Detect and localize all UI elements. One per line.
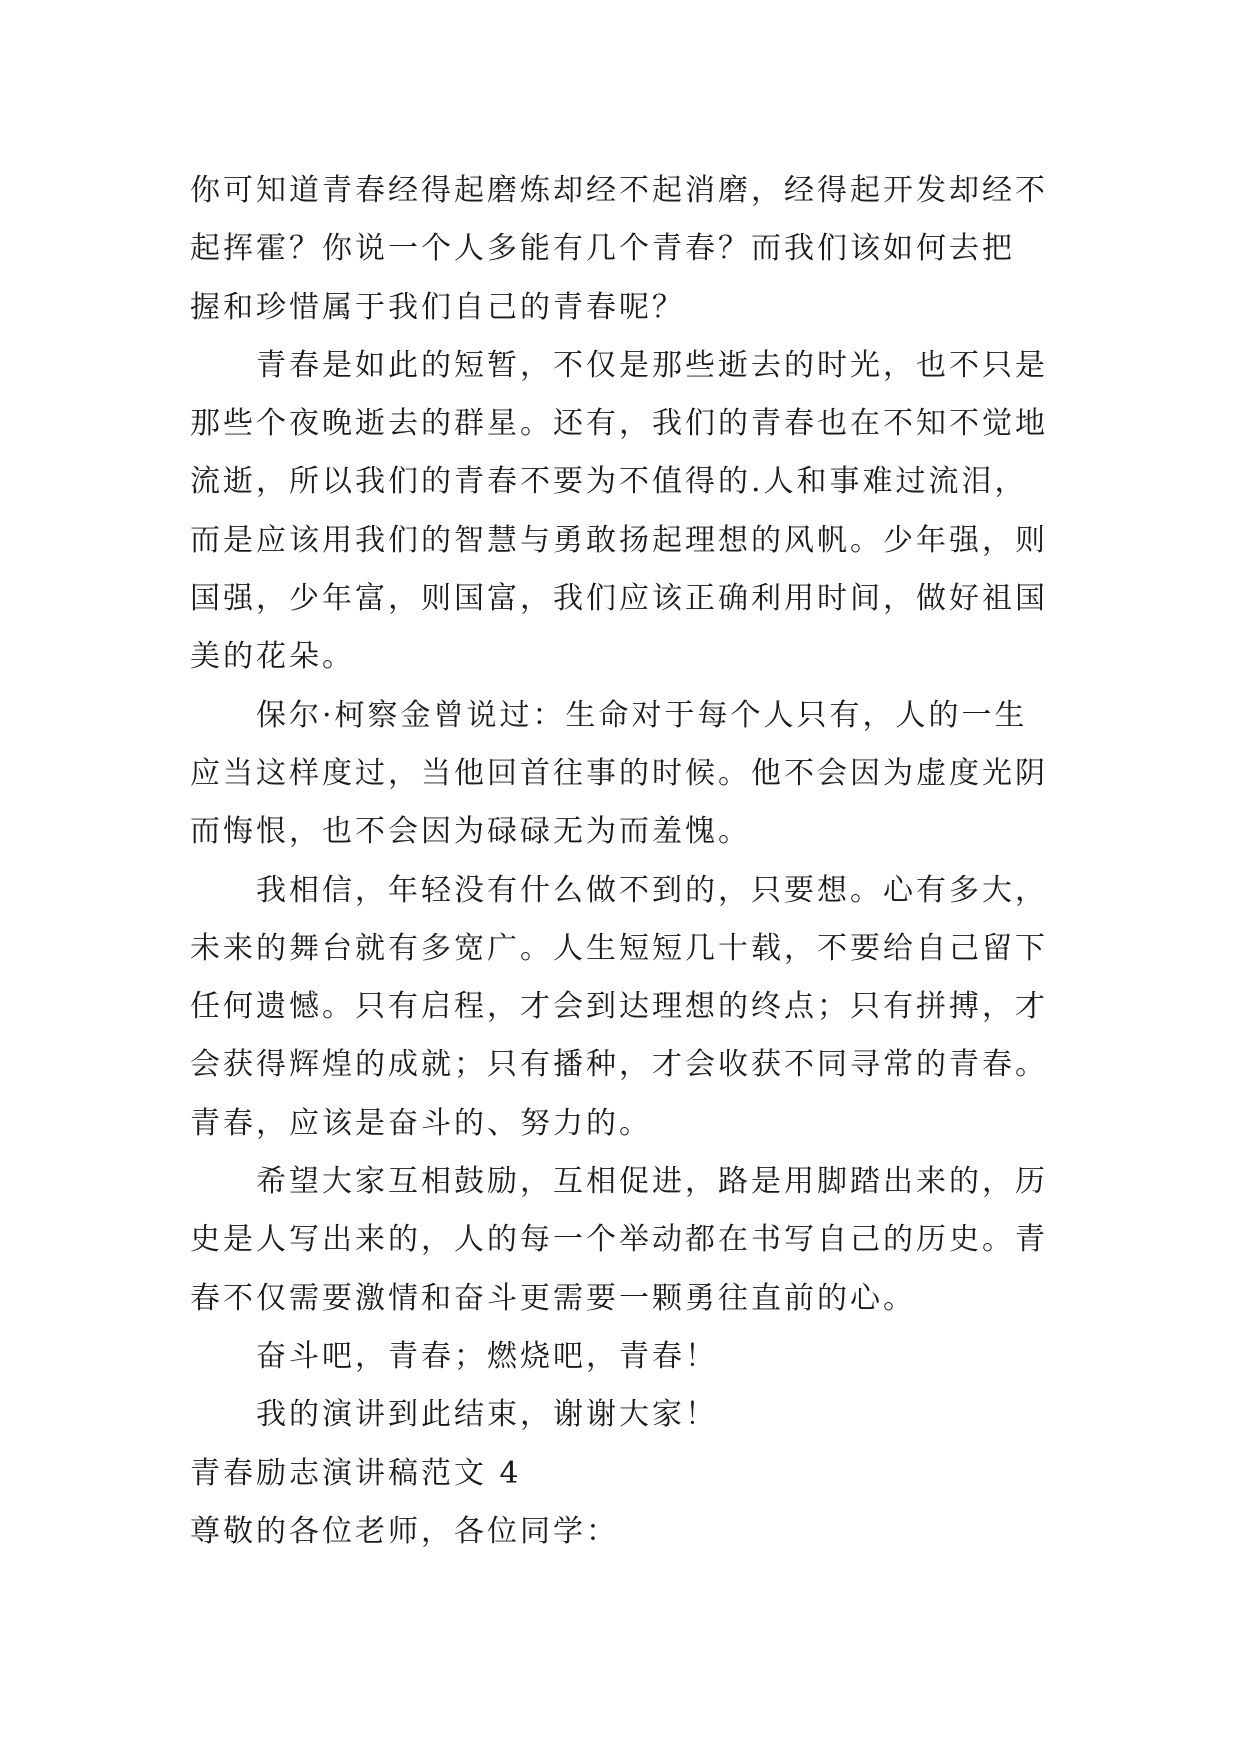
text-line: 我相信，年轻没有什么做不到的，只要想。心有多大， [256,872,1048,908]
text-line: 应当这样度过，当他回首往事的时候。他不会因为虚度光阴 [190,755,1048,791]
document-body [190,162,1070,1561]
text-line: 握和珍惜属于我们自己的青春呢？ [190,289,685,325]
text-line: 春不仅需要激情和奋斗更需要一颗勇往直前的心。 [190,1280,916,1316]
text-line: 而悔恨，也不会因为碌碌无为而羞愧。 [190,814,751,850]
text-line: 任何遗憾。只有启程，才会到达理想的终点；只有拼搏，才 [190,989,1048,1025]
text-line: 奋斗吧，青春；燃烧吧，青春！ [256,1338,718,1374]
text-line: 未来的舞台就有多宽广。人生短短几十载，不要给自己留下 [190,930,1048,966]
text-line: 起挥霍？你说一个人多能有几个青春？而我们该如何去把 [190,231,1015,267]
text-line: 美的花朵。 [190,639,355,675]
text-line: 你可知道青春经得起磨炼却经不起消磨，经得起开发却经不 [190,173,1048,208]
paragraph [190,687,1070,862]
text-line: 青春是如此的短暂，不仅是那些逝去的时光，也不只是 [256,347,1048,383]
paragraph [190,862,1070,1153]
text-line: 青春励志演讲稿范文 4 [190,1455,522,1491]
text-line: 希望大家互相鼓励，互相促进，路是用脚踏出来的，历 [256,1164,1048,1200]
text-line: 青春，应该是奋斗的、努力的。 [190,1105,652,1141]
text-line: 我的演讲到此结束，谢谢大家！ [256,1397,718,1433]
text-line: 会获得辉煌的成就；只有播种，才会收获不同寻常的青春。 [190,1047,1048,1083]
paragraph [190,1328,1070,1386]
paragraph [190,162,1070,337]
text-line: 而是应该用我们的智慧与勇敢扬起理想的风帆。少年强，则 [190,522,1048,558]
text-line: 史是人写出来的，人的每一个举动都在书写自己的历史。青 [190,1222,1048,1258]
text-line: 国强，少年富，则国富，我们应该正确利用时间，做好祖国 [190,581,1048,617]
paragraph [190,1153,1070,1328]
paragraph [190,1386,1070,1444]
paragraph [190,337,1070,687]
text-line: 流逝，所以我们的青春不要为不值得的.人和事难过流泪， [190,464,1028,500]
text-line: 尊敬的各位老师，各位同学： [190,1513,619,1549]
paragraph [190,1445,1070,1503]
text-line: 保尔·柯察金曾说过：生命对于每个人只有，人的一生 [256,697,1028,733]
paragraph [190,1503,1070,1561]
text-line: 那些个夜晚逝去的群星。还有，我们的青春也在不知不觉地 [190,406,1048,442]
